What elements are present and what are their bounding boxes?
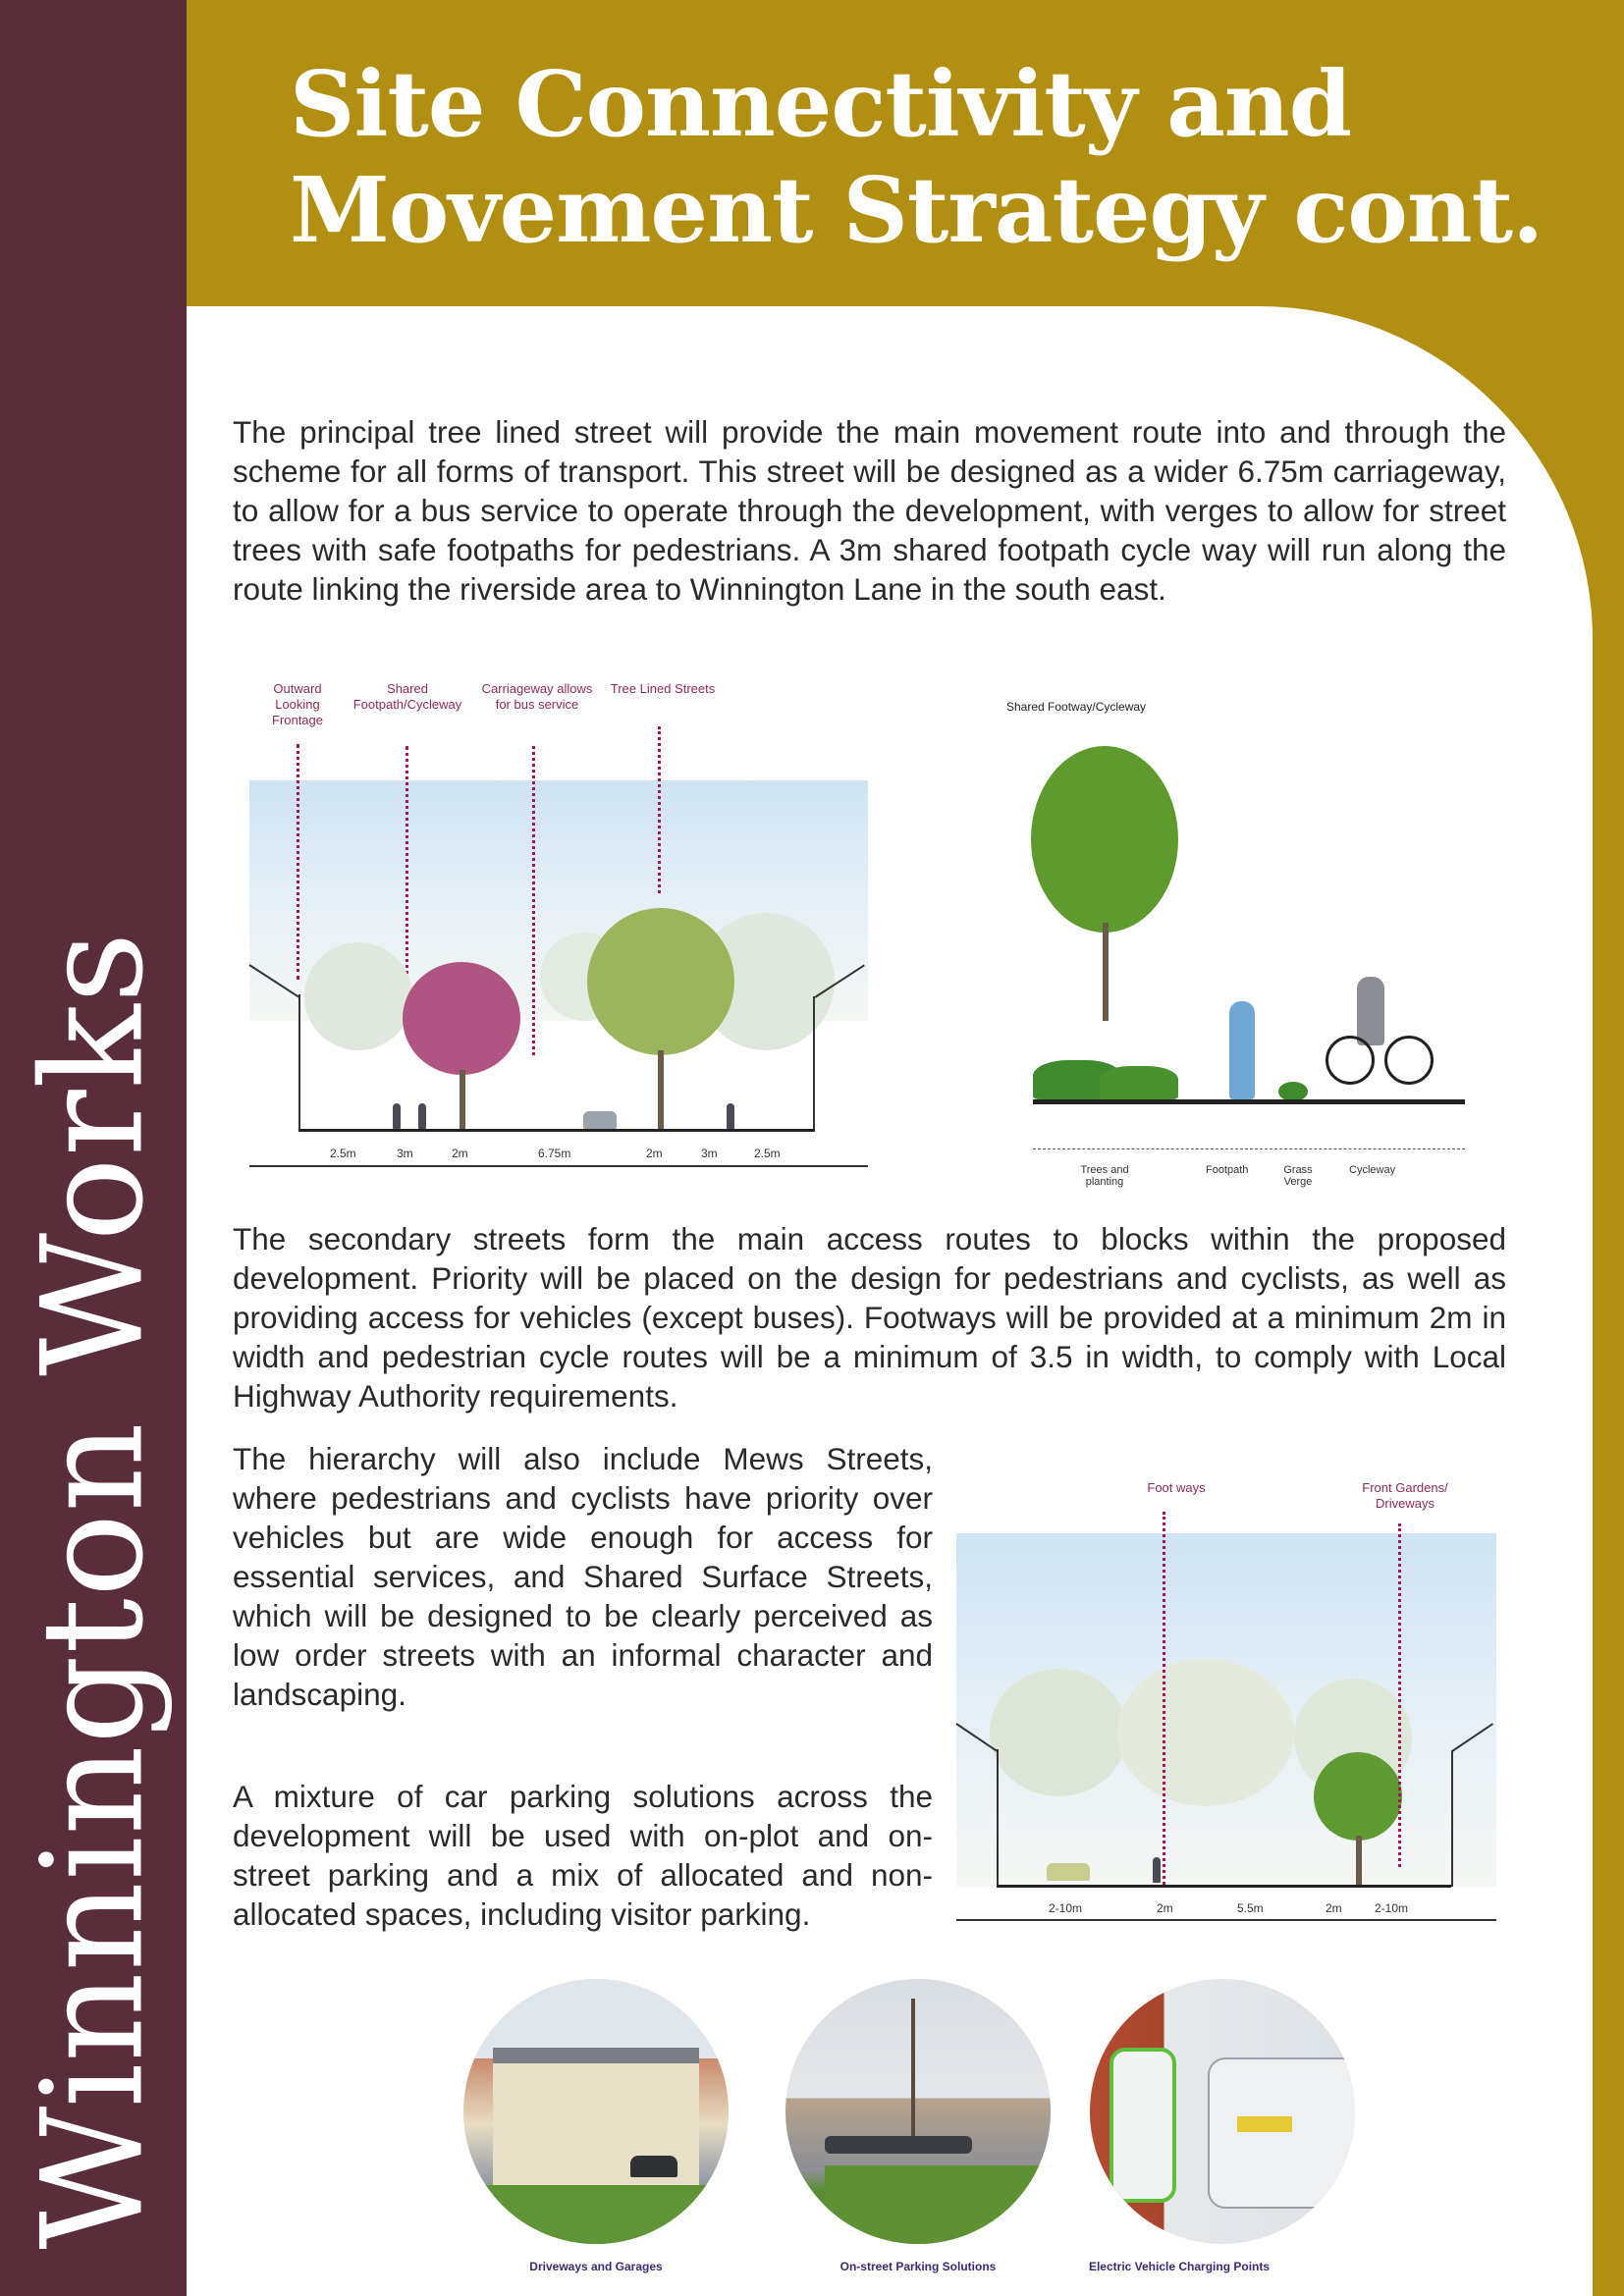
ground-line — [997, 1885, 1451, 1888]
dim-label: 3m — [397, 1147, 413, 1160]
callout-shared-footpath: Shared Footpath/Cycleway — [352, 681, 462, 712]
dim-label: 2.5m — [330, 1147, 356, 1160]
tree-bare — [911, 1999, 915, 2146]
title-line-2: Movement Strategy cont. — [290, 157, 1543, 263]
dim-label: 2m — [646, 1147, 663, 1160]
car — [630, 2156, 677, 2177]
dim-label: 5.5m — [1237, 1901, 1264, 1915]
photo-ev-charging — [1090, 1979, 1355, 2244]
callout-carriageway: Carriageway allows for bus service — [481, 681, 593, 712]
page-title — [290, 51, 1543, 263]
ground-line — [298, 1129, 815, 1132]
tree-trunk — [460, 1070, 465, 1129]
dim-label: Grass Verge — [1283, 1164, 1313, 1188]
car — [1047, 1863, 1090, 1881]
dim-label: 2.5m — [754, 1147, 781, 1160]
paragraph-hierarchy: The hierarchy will also include Mews Streets, where pedestrians and cyclists have priority over vehicles but are wide enough for access for essential services, and Shared Surface Streets, which will be designed to be clearly perceived as low order streets with an informal character and landscaping. — [233, 1441, 933, 1712]
wall-right — [1451, 1750, 1453, 1887]
cyclist — [1357, 977, 1384, 1045]
dim-label: Cycleway — [1349, 1164, 1396, 1176]
tree-faded — [304, 942, 412, 1050]
wall-left — [997, 1749, 999, 1887]
dim-label: 2m — [452, 1147, 468, 1160]
street-section-cycleway — [1001, 697, 1473, 1207]
dim-label: 2-10m — [1375, 1901, 1409, 1915]
dimension-bar — [956, 1919, 1496, 1921]
bicycle-wheel — [1384, 1036, 1434, 1085]
tree-trunk — [1103, 923, 1109, 1021]
dim-label: 3m — [701, 1147, 718, 1160]
tree-trunk — [658, 1050, 664, 1129]
callout-line — [1398, 1523, 1401, 1867]
charging-point — [1110, 2048, 1176, 2203]
dimension-bar — [1033, 1148, 1465, 1150]
callout-line — [1163, 1512, 1165, 1885]
pedestrian — [1153, 1857, 1161, 1883]
pedestrian — [727, 1103, 734, 1129]
photo-driveways-garages — [463, 1979, 729, 2244]
paragraph-parking: A mixture of car parking solutions across the development will be used with on-plot and on-street parking and a mix of allocated and non-allocated spaces, including visitor parking. — [233, 1779, 933, 1932]
photo-label: On-street Parking Solutions — [839, 2260, 997, 2273]
street-section-principal — [245, 677, 884, 1188]
pedestrian — [393, 1103, 401, 1129]
paragraph-principal-street: The principal tree lined street will provide the main movement route into and through the scheme for all forms of transport. This street will be designed as a wider 6.75m carriageway, to allow for a bus service to operate through the development, with verges to allow for street trees with safe footpaths for pedestrians. A 3m shared footpath cycle way will run along the route linking the riverside area to Winnington Lane in the south east. — [233, 414, 1506, 607]
dim-label: 6.75m — [538, 1147, 571, 1160]
callout-foot-ways: Foot ways — [1147, 1480, 1206, 1495]
dim-label: 2m — [1326, 1901, 1342, 1915]
wall-right — [813, 996, 815, 1130]
number-plate — [1237, 2116, 1292, 2132]
wall-left — [298, 994, 300, 1130]
dimension-bar — [249, 1165, 868, 1167]
tree-faded — [1117, 1659, 1294, 1806]
paragraph-secondary-streets: The secondary streets form the main access routes to blocks within the proposed development. Priority will be placed on the design for pedestrians and cyclists, as well as providing access for vehicles (except buses). Footways will be provided at a minimum 2m in width and pedestrian cycle routes will be a minimum of 3.5 in width, to comply with Local Highway Authority requirements. — [233, 1221, 1506, 1414]
section-label: Shared Footway/Cycleway — [1006, 700, 1147, 714]
sidebar-band — [0, 0, 187, 2296]
car-row — [825, 2136, 972, 2154]
callout-line — [532, 746, 535, 1055]
title-line-1: Site Connectivity and — [290, 51, 1352, 157]
tree-trunk — [1356, 1836, 1362, 1885]
lawn — [825, 2165, 1051, 2244]
grass-verge — [1278, 1082, 1308, 1101]
callout-outward-frontage: Outward Looking Frontage — [271, 681, 324, 727]
car — [583, 1111, 617, 1129]
callout-line — [297, 744, 299, 980]
dim-label: Footpath — [1206, 1164, 1249, 1176]
dim-label: 2-10m — [1049, 1901, 1083, 1915]
tree-green — [1031, 746, 1178, 933]
callout-line — [406, 746, 408, 982]
bicycle-wheel — [1326, 1036, 1375, 1085]
pedestrian — [418, 1103, 426, 1129]
callout-tree-lined: Tree Lined Streets — [610, 681, 716, 696]
callout-line — [658, 726, 661, 893]
photo-on-street-parking — [785, 1979, 1051, 2244]
hedge — [1100, 1066, 1178, 1099]
car-ev — [1208, 2057, 1355, 2209]
lawn — [463, 2185, 729, 2244]
pedestrian — [1229, 1001, 1255, 1099]
dim-label: 2m — [1157, 1901, 1173, 1915]
photo-label: Electric Vehicle Charging Points — [1088, 2260, 1271, 2273]
tree-green — [587, 908, 734, 1055]
tree-green — [1314, 1752, 1402, 1841]
callout-front-gardens: Front Gardens/ Driveways — [1362, 1480, 1448, 1511]
photo-label: Driveways and Garages — [529, 2260, 663, 2273]
street-section-secondary — [950, 1472, 1500, 1934]
ground-line — [1033, 1099, 1465, 1104]
dim-label: Trees and planting — [1080, 1164, 1129, 1188]
tree-blossom — [403, 962, 520, 1075]
tree-faded — [990, 1669, 1127, 1796]
sidebar-title: Winnington Works — [12, 931, 175, 2250]
